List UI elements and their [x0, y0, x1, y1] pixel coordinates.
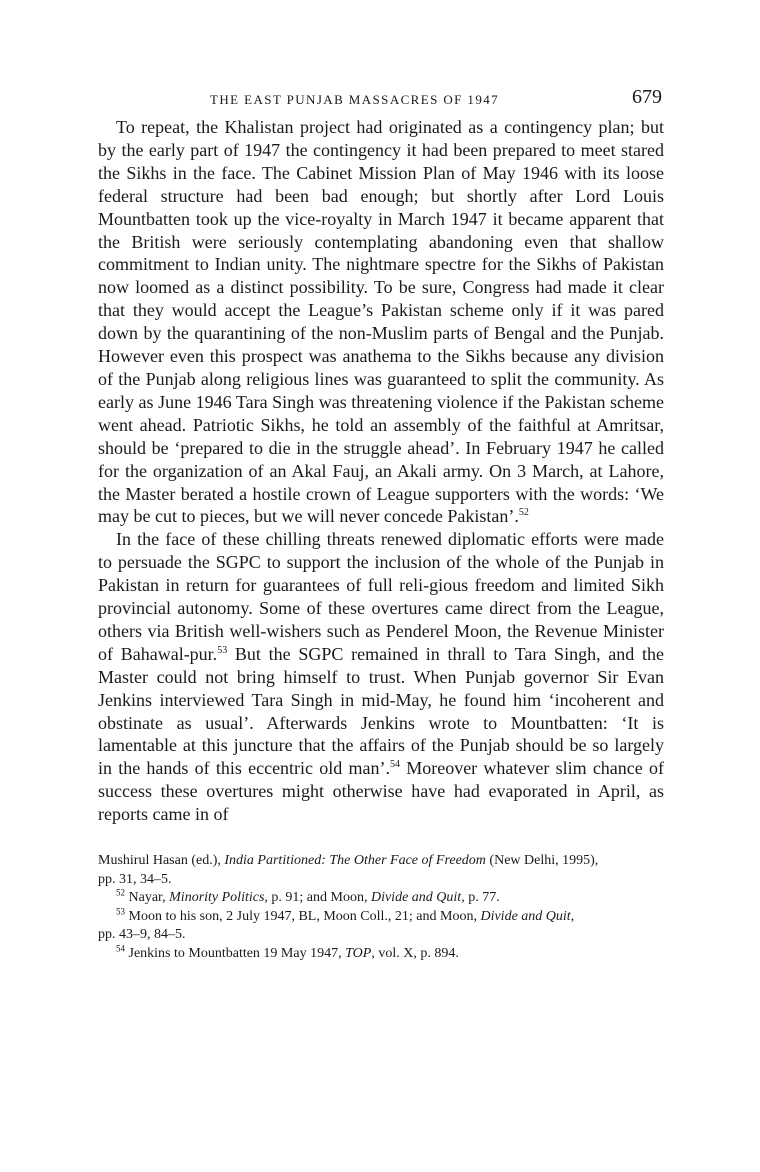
footnote-ref-54: 54	[389, 759, 400, 771]
paragraph-1-text: To repeat, the Khalistan project had originated as a contingency plan; but by the early part of 1947 the contingency it had been prepared to meet stared the Sikhs in the face. The Cabinet Mission Plan of May 1946 with its loose federal structure had been bad enough; but shortly after Lord Louis Mountbatten took up the vice-royalty in March 1947 it became apparent that the British were seriously contemplating abandoning even that shallow commitment to Indian unity. The nightmare spectre for the Sikhs of Pakistan now loomed as a distinct possibility. To be sure, Congress had made it clear that they would accept the League’s Pakistan scheme only if it was pared down by the quarantining of the non-Muslim parts of Bengal and the Punjab. However even this prospect was anathema to the Sikhs because any division of the Punjab along religious lines was guaranteed to split the community. As early as June 1946 Tara Singh was threatening violence if the Pakistan scheme went ahead. Patriotic Sikhs, he told an assembly of the faithful at Amritsar, should be ‘prepared to die in the struggle ahead’. In February 1947 he called for the organization of an Akal Fauj, an Akali army. On 3 March, at Lahore, the Master berated a hostile crown of League supporters with the words: ‘We may be cut to pieces, but we will never concede Pakistan’.	[98, 117, 664, 527]
paragraph-2-text-a: In the face of these chilling threats renewed diplomatic efforts were made to persuade the SGPC to support the inclusion of the whole of the Punjab in Pakistan in return for guarantees of full reli-gious freedom and limited Sikh provincial autonomy. Some of these overtures came direct from the League, others via British well-wishers such as Penderel Moon, the Revenue Minister of Bahawal-pur.	[98, 529, 664, 664]
footnote-52-text-b: , p. 91; and Moon,	[264, 890, 371, 906]
paragraph-2	[98, 528, 664, 826]
running-head	[98, 86, 664, 116]
footnote-continued-rest: (New Delhi, 1995),	[485, 853, 599, 869]
footnote-53-title: Divide and Quit	[480, 908, 571, 924]
body-text	[98, 116, 664, 826]
footnote-54-title: TOP	[345, 945, 372, 961]
paragraph-2-text-b: But the SGPC remained in thrall to Tara Singh, and the Master could not bring himself to trust. When Punjab governor Sir Evan Jenkins interviewed Tara Singh in mid-May, he found him ‘incoherent and obstinate as usual’. Afterwards Jenkins wrote to Mountbatten: ‘It is lamentable at this juncture that the affairs of the Punjab should be so largely in the hands of this eccentric old man’.	[98, 643, 664, 779]
running-title: THE EAST PUNJAB MASSACRES OF 1947	[210, 92, 500, 107]
footnote-53-text-a: Moon to his son, 2 July 1947, BL, Moon Coll., 21; and Moon,	[125, 908, 481, 924]
footnote-52-title-a: Minority Politics	[169, 890, 265, 906]
footnote-ref-52: 52	[518, 507, 529, 519]
footnote-52-number: 52	[116, 887, 125, 898]
footnote-52-text-c: , p. 77.	[461, 890, 500, 906]
footnote-54-number: 54	[116, 942, 125, 953]
footnote-continued	[98, 852, 664, 871]
footnote-52	[98, 889, 664, 908]
footnote-53	[98, 905, 664, 927]
footnote-54	[98, 942, 664, 964]
footnote-52-text-a: Nayar,	[125, 890, 170, 906]
footnote-53-text-b: ,	[570, 908, 575, 924]
footnote-continued-author: Mushirul Hasan (ed.),	[98, 853, 225, 869]
footnotes	[98, 852, 664, 963]
footnote-53-pages: pp. 43–9, 84–5.	[98, 927, 186, 943]
footnote-52-title-b: Divide and Quit	[370, 890, 462, 906]
footnote-54-text-a: Jenkins to Mountbatten 19 May 1947,	[125, 945, 346, 961]
paragraph-1	[98, 116, 664, 528]
page-number: 679	[632, 86, 662, 108]
paragraph-2-text-c: Moreover whatever slim chance of success these overtures might otherwise have had evaporated in April, as reports came in of	[98, 758, 664, 825]
footnote-53-number: 53	[116, 905, 125, 916]
footnote-ref-53: 53	[217, 644, 228, 656]
footnote-continued-title: India Partitioned: The Other Face of Freedom	[224, 853, 486, 869]
book-page	[98, 86, 664, 963]
footnote-continued-pages: pp. 31, 34–5.	[98, 871, 172, 887]
footnote-54-text-b: , vol. X, p. 894.	[371, 945, 459, 961]
